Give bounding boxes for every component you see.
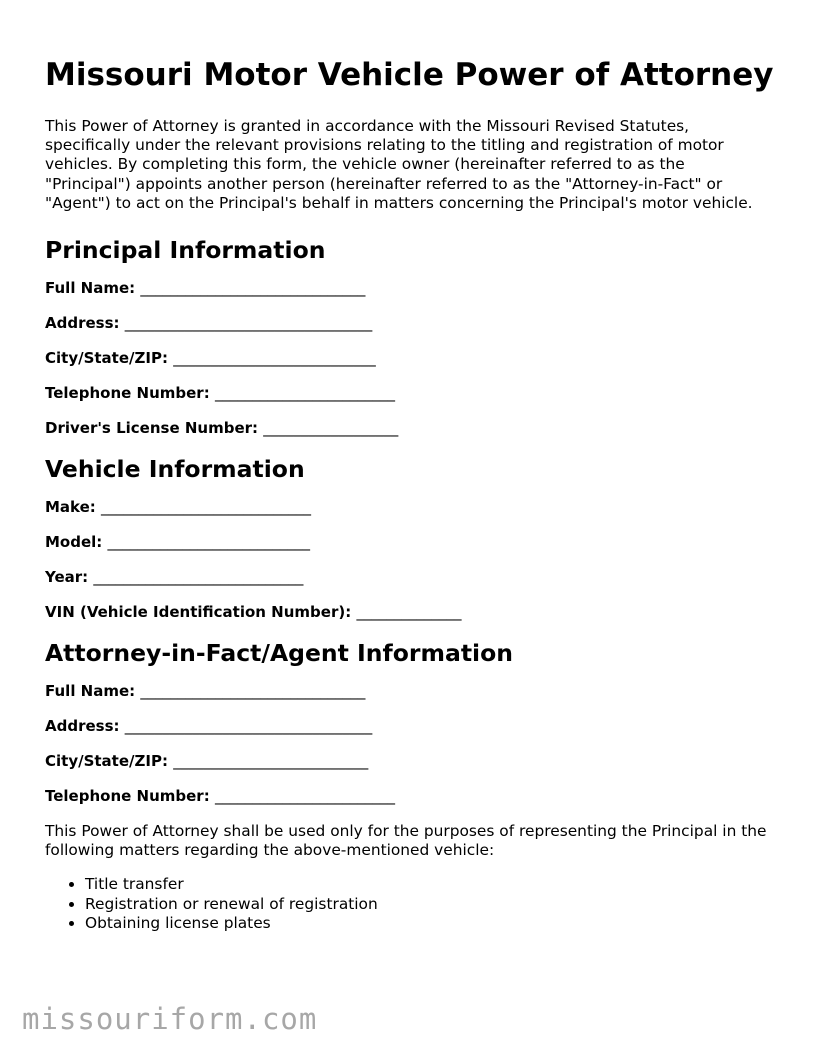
list-item: • Title transfer <box>85 875 775 894</box>
field-blank[interactable]: ____________________________ <box>93 568 304 587</box>
agent-full-name-field[interactable] <box>45 682 775 701</box>
field-blank[interactable]: __________________________ <box>173 752 369 771</box>
field-label: City/State/ZIP: <box>45 349 168 368</box>
principal-heading: Principal Information <box>45 236 326 265</box>
principal-city-state-zip-field[interactable] <box>45 349 775 368</box>
agent-city-state-zip-field[interactable] <box>45 752 775 771</box>
field-label: Full Name: <box>45 279 136 298</box>
field-label: Year: <box>45 568 89 587</box>
field-blank[interactable]: ______________________________ <box>140 682 366 701</box>
field-blank[interactable]: ___________________________ <box>107 533 311 552</box>
document-title: Missouri Motor Vehicle Power of Attorney <box>45 57 774 93</box>
agent-section <box>45 638 775 806</box>
site-watermark: missouriform.com <box>22 1002 318 1036</box>
principal-full-name-field[interactable] <box>45 279 775 298</box>
field-blank[interactable]: ________________________ <box>214 787 395 806</box>
vehicle-make-field[interactable] <box>45 498 775 517</box>
field-label: Telephone Number: <box>45 787 210 806</box>
principal-telephone-field[interactable] <box>45 384 775 403</box>
field-label: Address: <box>45 314 120 333</box>
field-label: Full Name: <box>45 682 136 701</box>
principal-section <box>45 235 775 438</box>
document-page <box>45 56 775 933</box>
field-blank[interactable]: __________________ <box>263 419 399 438</box>
field-blank[interactable]: _________________________________ <box>124 717 373 736</box>
agent-address-field[interactable] <box>45 717 775 736</box>
field-label: Driver's License Number: <box>45 419 259 438</box>
field-label: Telephone Number: <box>45 384 210 403</box>
purpose-paragraph: This Power of Attorney shall be used only for the purposes of representing the Principal in the following matters regarding the above-mentioned vehicle: <box>45 822 767 860</box>
field-label: Model: <box>45 533 103 552</box>
list-item: • Obtaining license plates <box>85 914 775 933</box>
field-label: Make: <box>45 498 96 517</box>
field-blank[interactable]: ___________________________ <box>173 349 376 368</box>
vehicle-heading: Vehicle Information <box>45 455 305 484</box>
intro-paragraph: This Power of Attorney is granted in accordance with the Missouri Revised Statutes, specifically under the relevant provisions relating to the titling and registration of motor vehicles. By completing this form, the vehicle owner (hereinafter referred to as the "Principal") appoints another person (hereinafter referred to as the "Attorney-in-Fact" or "Agent") to act on the Principal's behalf in matters concerning the Principal's motor vehicle. <box>45 117 753 212</box>
principal-address-field[interactable] <box>45 314 775 333</box>
field-blank[interactable]: ______________ <box>356 603 462 622</box>
field-label: VIN (Vehicle Identification Number): <box>45 603 352 622</box>
agent-heading: Attorney-in-Fact/Agent Information <box>45 639 513 668</box>
field-blank[interactable]: _________________________________ <box>124 314 373 333</box>
matters-list <box>45 875 775 933</box>
field-label: Address: <box>45 717 120 736</box>
vehicle-section <box>45 454 775 622</box>
field-blank[interactable]: ______________________________ <box>140 279 366 298</box>
field-label: City/State/ZIP: <box>45 752 168 771</box>
vehicle-year-field[interactable] <box>45 568 775 587</box>
agent-telephone-field[interactable] <box>45 787 775 806</box>
field-blank[interactable]: ____________________________ <box>101 498 312 517</box>
list-item: • Registration or renewal of registration <box>85 895 775 914</box>
principal-drivers-license-field[interactable] <box>45 419 775 438</box>
vehicle-vin-field[interactable] <box>45 603 775 622</box>
vehicle-model-field[interactable] <box>45 533 775 552</box>
field-blank[interactable]: ________________________ <box>214 384 395 403</box>
